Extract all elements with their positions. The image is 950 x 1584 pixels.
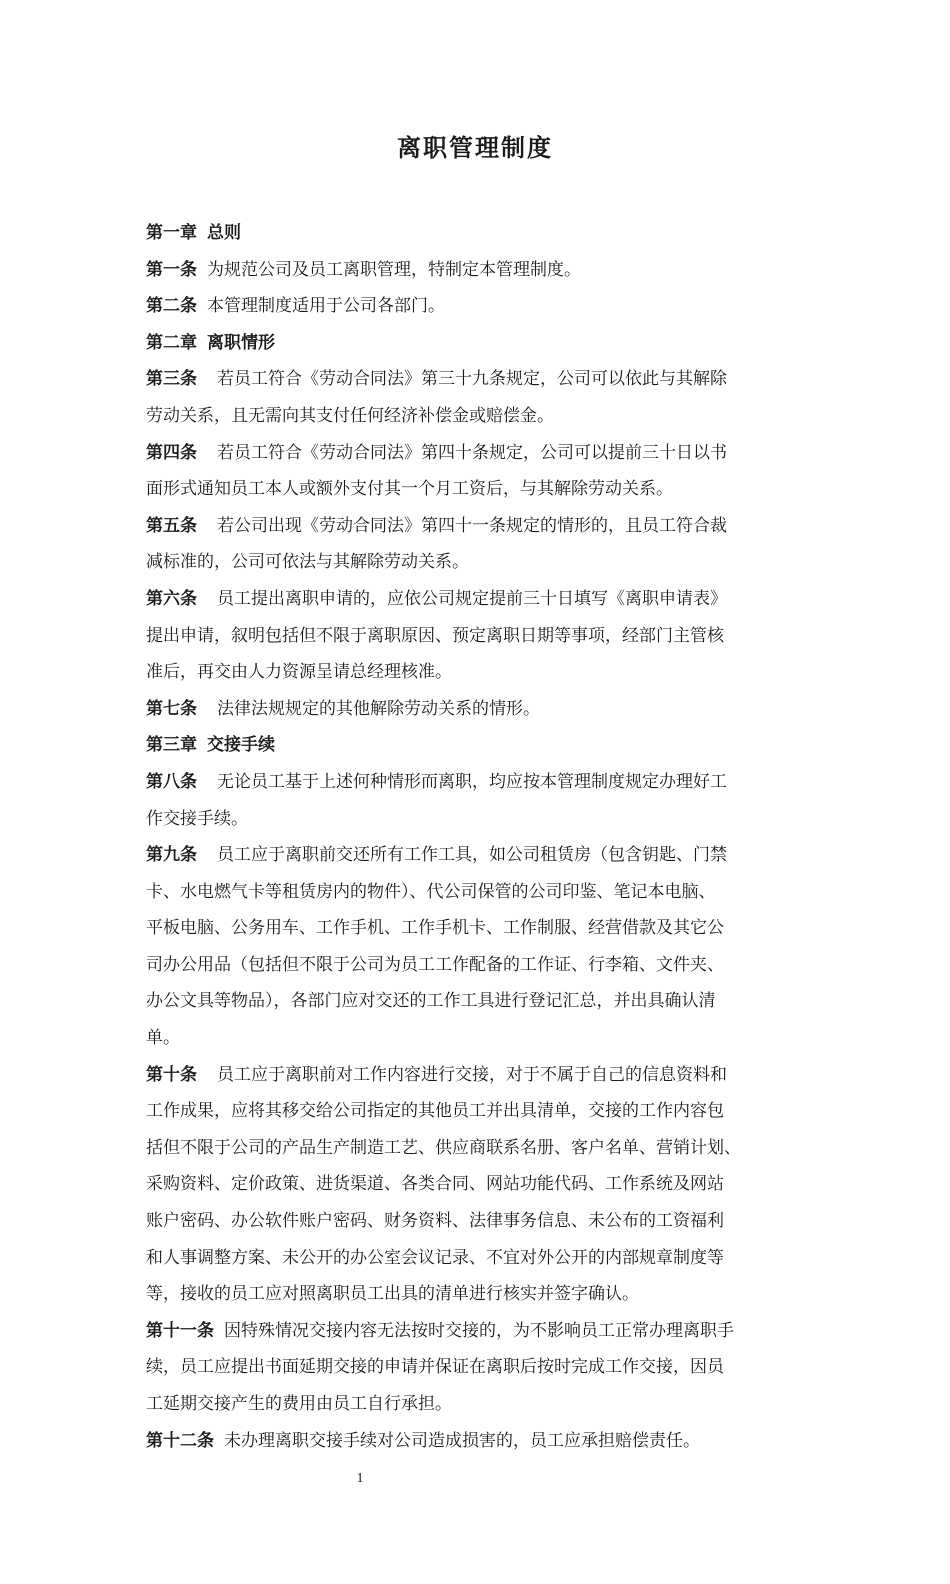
article-text: 若员工符合《劳动合同法》第四十条规定，公司可以提前三十日以书 [217,442,727,463]
article-text: 未办理离职交接手续对公司造成损害的，员工应承担赔偿责任。 [224,1430,700,1451]
article-label: 第三条 [146,369,197,390]
article-text: 本管理制度适用于公司各部门。 [207,296,445,317]
article-10-continuation: 等，接收的员工应对照离职员工出具的清单进行核实并签字确认。 [146,1284,639,1305]
article-6 [146,581,802,618]
article-text: 员工提出离职申请的，应依公司规定提前三十日填写《离职申请表》 [217,588,727,609]
article-8 [146,764,802,801]
article-9 [146,837,802,874]
article-4-continuation: 面形式通知员工本人或额外支付其一个月工资后，与其解除劳动关系。 [146,479,673,500]
article-6-continuation: 提出申请，叙明包括但不限于离职原因、预定离职日期等事项，经部门主管核 [146,625,724,646]
article-text: 为规范公司及员工离职管理，特制定本管理制度。 [207,259,581,280]
chapter-label: 第一章 [146,223,197,243]
article-label: 第五条 [146,515,197,536]
article-10-continuation: 和人事调整方案、未公开的办公室会议记录、不宜对外公开的内部规章制度等 [146,1247,724,1268]
article-10-continuation: 账户密码、办公软件账户密码、财务资料、法律事务信息、未公布的工资福利 [146,1211,724,1232]
page-number: 1 [356,1471,364,1486]
article-text: 因特殊情况交接内容无法按时交接的，为不影响员工正常办理离职手 [224,1320,734,1341]
article-10 [146,1057,802,1094]
article-10-continuation: 采购资料、定价政策、进货渠道、各类合同、网站功能代码、工作系统及网站 [146,1174,724,1195]
article-11-continuation: 工延期交接产生的费用由员工自行承担。 [146,1394,452,1414]
article-3 [146,361,802,398]
article-text: 法律法规规定的其他解除劳动关系的情形。 [217,698,540,719]
article-label: 第十一条 [146,1320,214,1341]
article-1 [146,252,802,289]
article-text: 员工应于离职前对工作内容进行交接，对于不属于自己的信息资料和 [217,1064,727,1085]
article-5 [146,508,802,545]
article-7 [146,691,802,728]
chapter-2-heading [146,325,802,362]
chapter-label: 第三章 [146,735,197,756]
article-4 [146,435,802,472]
article-label: 第四条 [146,442,197,463]
article-text: 员工应于离职前交还所有工作工具，如公司租赁房（包含钥匙、门禁 [217,845,727,866]
article-8-continuation: 作交接手续。 [146,808,248,829]
article-5-continuation: 减标准的，公司可依法与其解除劳动关系。 [146,552,469,573]
article-label: 第七条 [146,698,197,719]
article-10-continuation: 工作成果，应将其移交给公司指定的其他员工并出具清单，交接的工作内容包 [146,1101,724,1122]
document-body [146,215,802,1459]
article-label: 第二条 [146,296,197,317]
article-11 [146,1313,802,1350]
document-title: 离职管理制度 [397,134,553,162]
article-text: 若员工符合《劳动合同法》第三十九条规定，公司可以依此与其解除 [217,369,727,390]
article-label: 第六条 [146,588,197,609]
article-label: 第十二条 [146,1430,214,1451]
article-label: 第九条 [146,845,197,866]
article-label: 第十条 [146,1064,197,1085]
chapter-title: 交接手续 [207,735,275,756]
article-2 [146,288,802,325]
chapter-3-heading [146,727,802,764]
chapter-1-heading [146,215,802,252]
article-9-continuation: 卡、水电燃气卡等租赁房内的物件）、代公司保管的公司印鉴、笔记本电脑、 [146,881,716,902]
chapter-title: 离职情形 [207,332,275,353]
article-11-continuation: 续，员工应提出书面延期交接的申请并保证在离职后按时完成工作交接，因员 [146,1357,724,1378]
article-9-continuation: 平板电脑、公务用车、工作手机、工作手机卡、工作制服、经营借款及其它公 [146,918,724,939]
article-12 [146,1423,802,1460]
article-3-continuation: 劳动关系，且无需向其支付任何经济补偿金或赔偿金。 [146,405,554,426]
article-10-continuation: 括但不限于公司的产品生产制造工艺、供应商联系名册、客户名单、营销计划、 [146,1137,741,1158]
article-label: 第一条 [146,259,197,280]
article-9-continuation: 单。 [146,1028,180,1049]
article-9-continuation: 办公文具等物品），各部门应对交还的工作工具进行登记汇总，并出具确认清 [146,991,716,1012]
article-label: 第八条 [146,771,197,792]
chapter-label: 第二章 [146,332,197,353]
chapter-title: 总则 [207,223,241,243]
article-text: 若公司出现《劳动合同法》第四十一条规定的情形的，且员工符合裁 [217,515,727,536]
article-text: 无论员工基于上述何种情形而离职，均应按本管理制度规定办理好工 [217,771,727,792]
article-9-continuation: 司办公用品（包括但不限于公司为员工工作配备的工作证、行李箱、文件夹、 [146,954,724,975]
article-6-continuation: 准后，再交由人力资源呈请总经理核准。 [146,662,452,683]
